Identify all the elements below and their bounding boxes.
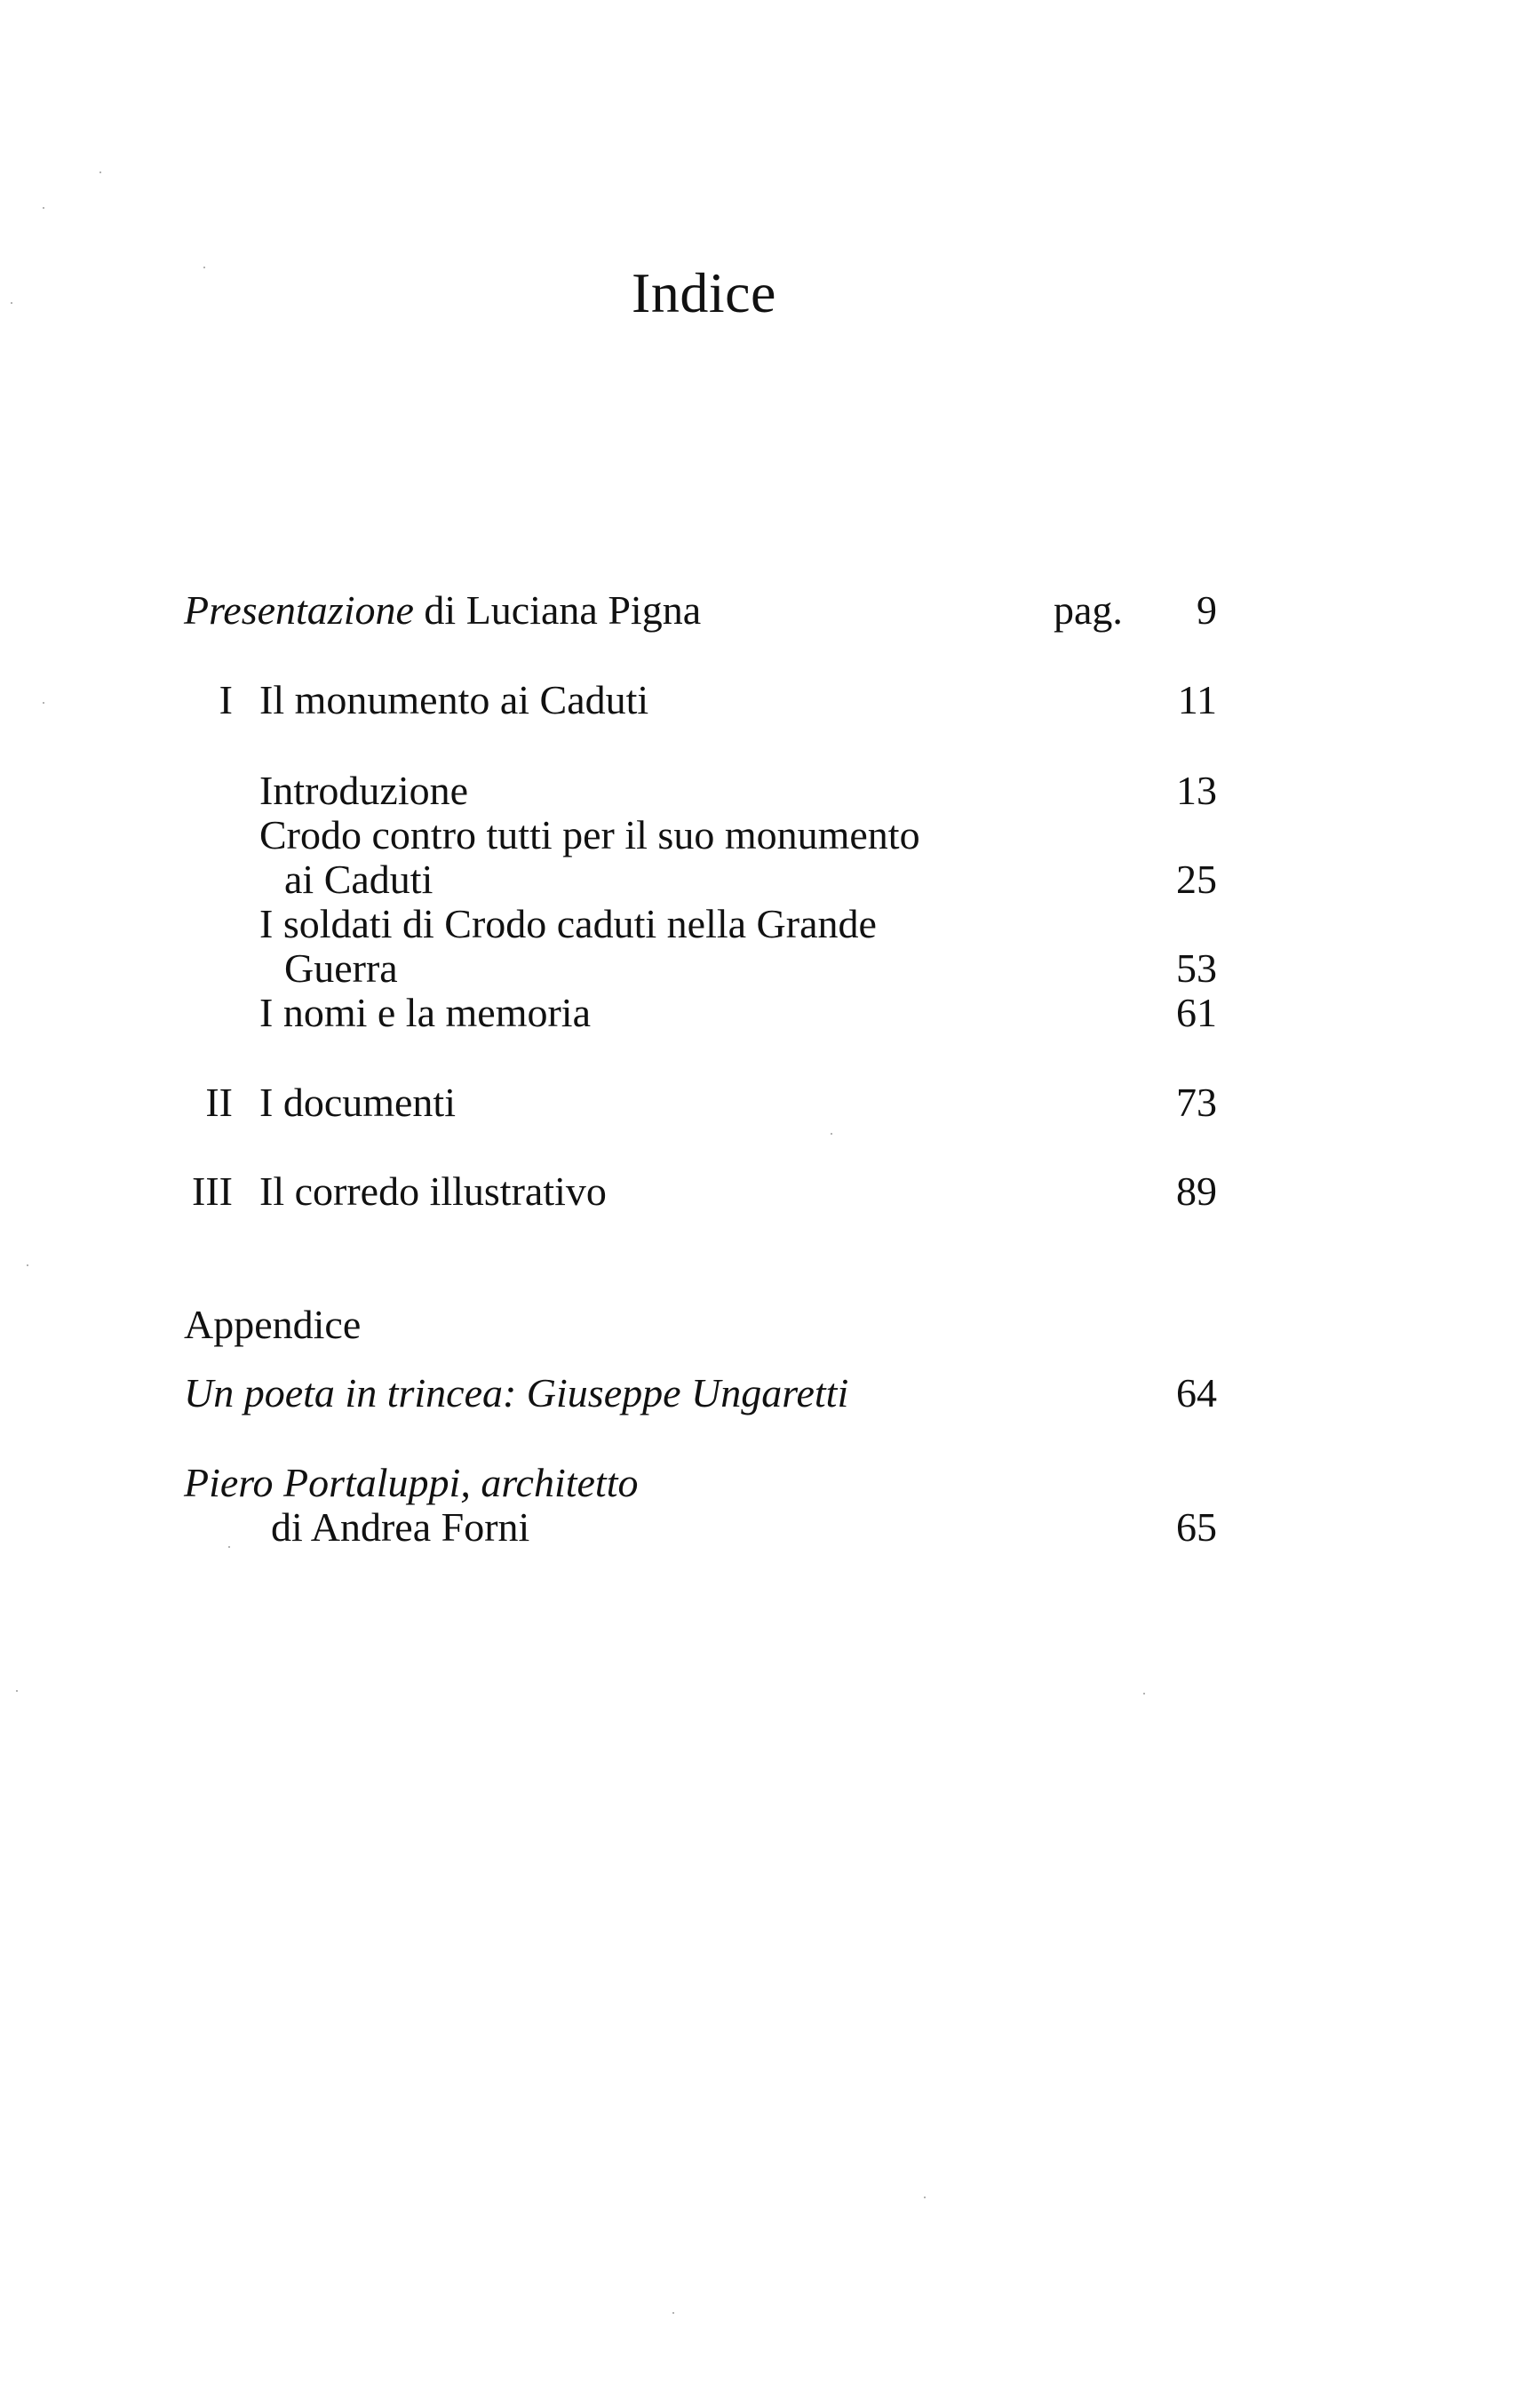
toc-subentry-crodo-page: 25: [1176, 857, 1217, 902]
chapter-2-title: I documenti: [259, 1080, 456, 1125]
chapter-3-page: 89: [1176, 1168, 1217, 1214]
scan-speck: [831, 1133, 832, 1135]
toc-entry-presentazione-title: Presentazione: [184, 587, 414, 633]
appendice-ungaretti-title: Un poeta in trincea: Giuseppe Ungaretti: [184, 1370, 849, 1415]
chapter-1-title: Il monumento ai Caduti: [259, 677, 649, 722]
toc-subentry-introduzione-page: 13: [1176, 768, 1217, 813]
toc-subentry-soldati-line1: I soldati di Crodo caduti nella Grande: [259, 901, 877, 946]
appendice-heading: Appendice: [184, 1302, 362, 1347]
chapter-1-numeral: I: [219, 677, 233, 722]
scan-speck: [228, 1546, 230, 1548]
scan-speck: [43, 702, 44, 704]
toc-entry-presentazione: [184, 586, 701, 635]
chapter-1-page: 11: [1177, 677, 1217, 722]
toc-subentry-introduzione: Introduzione: [259, 768, 469, 813]
appendice-portaluppi-line2: di Andrea Forni: [271, 1504, 530, 1550]
scan-speck: [11, 302, 12, 304]
chapter-3-title: Il corredo illustrativo: [259, 1168, 607, 1214]
page-title: Indice: [632, 261, 776, 324]
toc-subentry-nomi: I nomi e la memoria: [259, 990, 591, 1035]
appendice-portaluppi-line1: Piero Portaluppi, architetto: [184, 1460, 639, 1505]
chapter-3-numeral: III: [192, 1168, 233, 1214]
chapter-2-numeral: II: [205, 1080, 233, 1125]
scan-speck: [43, 207, 44, 209]
appendice-portaluppi-page: 65: [1176, 1504, 1217, 1550]
scan-speck: [27, 1264, 28, 1266]
toc-subentry-nomi-page: 61: [1176, 990, 1217, 1035]
scan-speck: [672, 2312, 674, 2314]
scan-speck: [99, 171, 101, 173]
toc-entry-presentazione-page: 9: [1197, 587, 1217, 633]
pag-label: pag.: [1054, 587, 1123, 633]
toc-subentry-soldati-page: 53: [1176, 945, 1217, 991]
scan-speck: [924, 2197, 926, 2198]
toc-subentry-crodo-line1: Crodo contro tutti per il suo monumento: [259, 812, 920, 857]
toc-entry-presentazione-author: di Luciana Pigna: [424, 587, 702, 633]
chapter-2-page: 73: [1176, 1080, 1217, 1125]
appendice-ungaretti-page: 64: [1176, 1370, 1217, 1415]
scan-speck: [16, 1690, 18, 1692]
toc-subentry-crodo-line2: ai Caduti: [284, 857, 433, 902]
scan-speck: [1143, 1693, 1145, 1694]
toc-subentry-soldati-line2: Guerra: [284, 945, 398, 991]
scan-speck: [203, 267, 205, 268]
